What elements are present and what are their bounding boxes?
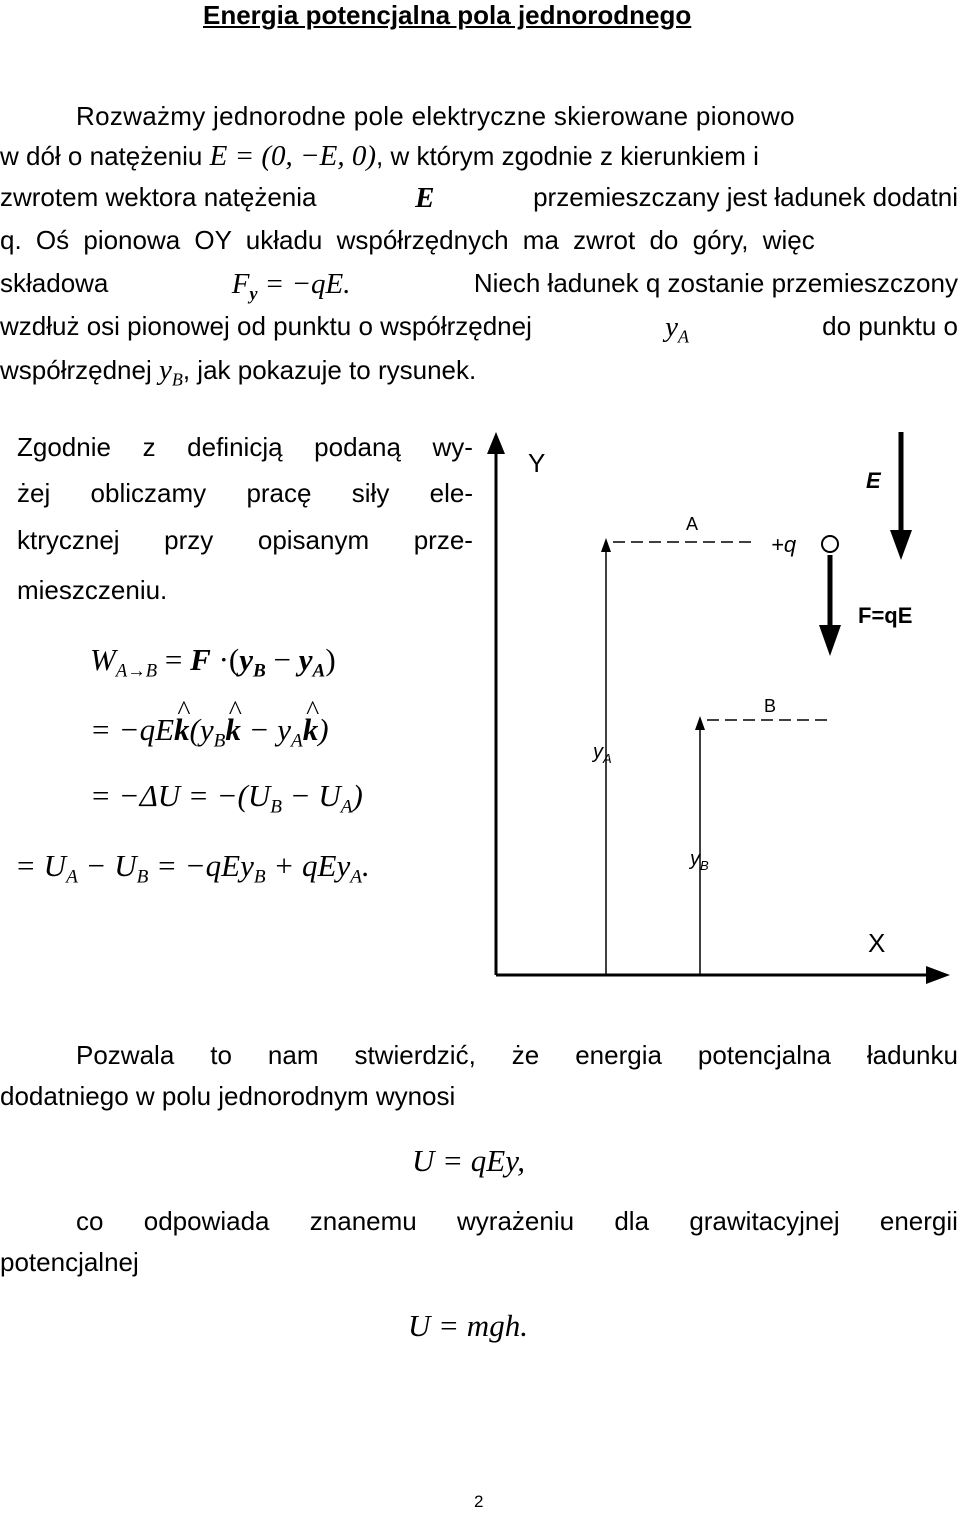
side-text-line-2: żej obliczamy pracę siły ele- xyxy=(17,478,473,508)
intro-text: do punktu o xyxy=(822,311,958,341)
intro-text: , w którym zgodnie z kierunkiem i xyxy=(376,141,759,171)
intro-text: składowa xyxy=(0,268,109,298)
equation-work: $W_{A\to B} = F \cdot(y_B - y_A)$ xyxy=(90,642,336,682)
conclusion-line-3: co odpowiada znanemu wyrażeniu dla grawitacyjnej energii xyxy=(76,1206,958,1236)
page-title: Energia potencjalna pola jednorodnego xyxy=(203,0,692,30)
conclusion-line-2: dodatniego w polu jednorodnym wynosi xyxy=(0,1081,456,1111)
intro-math-yb: $y_B$ xyxy=(158,354,183,390)
field-label: E xyxy=(866,468,881,493)
point-b-label: B xyxy=(764,696,777,716)
conclusion-line-1: Pozwala to nam stwierdzić, że energia potencjalna ładunku xyxy=(76,1040,958,1070)
intro-text: wzdłuż osi pionowej od punktu o współrzędnej xyxy=(0,311,532,341)
ya-arrowhead xyxy=(601,538,611,552)
point-a-label: A xyxy=(686,514,699,534)
intro-text: Niech ładunek q zostanie przemieszczony xyxy=(473,268,958,298)
equation-line-2: = −qE^ $k(y_B\^{}$ $k - y_A\^{}$ k) xyxy=(90,712,329,753)
equation-line-3: = $-\Delta U = -(U_B - U_A)$ xyxy=(90,778,363,818)
y-axis-arrowhead xyxy=(487,432,505,454)
intro-line-4: q. Oś pionowa OY układu współrzędnych ma zwrot do góry, więc xyxy=(0,225,815,255)
yb-arrowhead xyxy=(695,716,705,730)
intro-math-ya: $y_A$ xyxy=(665,311,689,347)
axis-y-label: Y xyxy=(528,448,546,478)
equation-line-4: = $U_A - U_B = -qEy_B + qEy_A$. xyxy=(15,848,370,888)
intro-text: zwrotem wektora natężenia xyxy=(0,182,317,212)
force-label: F=qE xyxy=(858,603,913,628)
intro-text: w dół o natężeniu xyxy=(0,141,203,171)
yb-label: $y_B$ xyxy=(690,848,709,873)
intro-math-e: E xyxy=(415,182,435,214)
conclusion-line-4: potencjalnej xyxy=(0,1247,139,1277)
intro-line-1: Rozważmy jednorodne pole elektryczne skierowane pionowo xyxy=(76,101,795,131)
side-text-line-3: ktrycznej przy opisanym prze- xyxy=(17,525,473,555)
force-arrowhead xyxy=(819,625,841,656)
intro-text: przemieszczany jest ładunek dodatni xyxy=(533,182,958,212)
x-axis-arrowhead xyxy=(926,966,950,984)
ya-label: $y_A$ xyxy=(593,741,612,766)
formula-gravity: U = mgh. xyxy=(408,1308,528,1343)
intro-line-7: współrzędnej $y_B$, jak pokazuje to rysunek. xyxy=(0,354,477,390)
intro-math-fy: $F_y = -qE$. xyxy=(231,268,351,304)
intro-line-3 xyxy=(0,182,958,215)
side-text-line-1: Zgodnie z definicją podaną wy- xyxy=(17,432,473,462)
field-diagram xyxy=(480,420,958,990)
intro-line-6 xyxy=(0,311,958,347)
charge-circle xyxy=(822,536,838,552)
intro-math-field-vector: E = (0, −E, 0) xyxy=(209,140,376,172)
side-text-line-4: mieszczeniu. xyxy=(17,575,168,605)
charge-label: +q xyxy=(771,532,797,557)
formula-energy: U = qEy, xyxy=(412,1143,526,1178)
axis-x-label: X xyxy=(868,928,886,958)
intro-line-5 xyxy=(0,268,958,304)
intro-line-2 xyxy=(0,140,958,173)
field-arrowhead xyxy=(890,530,912,560)
page-number: 2 xyxy=(474,1492,484,1511)
